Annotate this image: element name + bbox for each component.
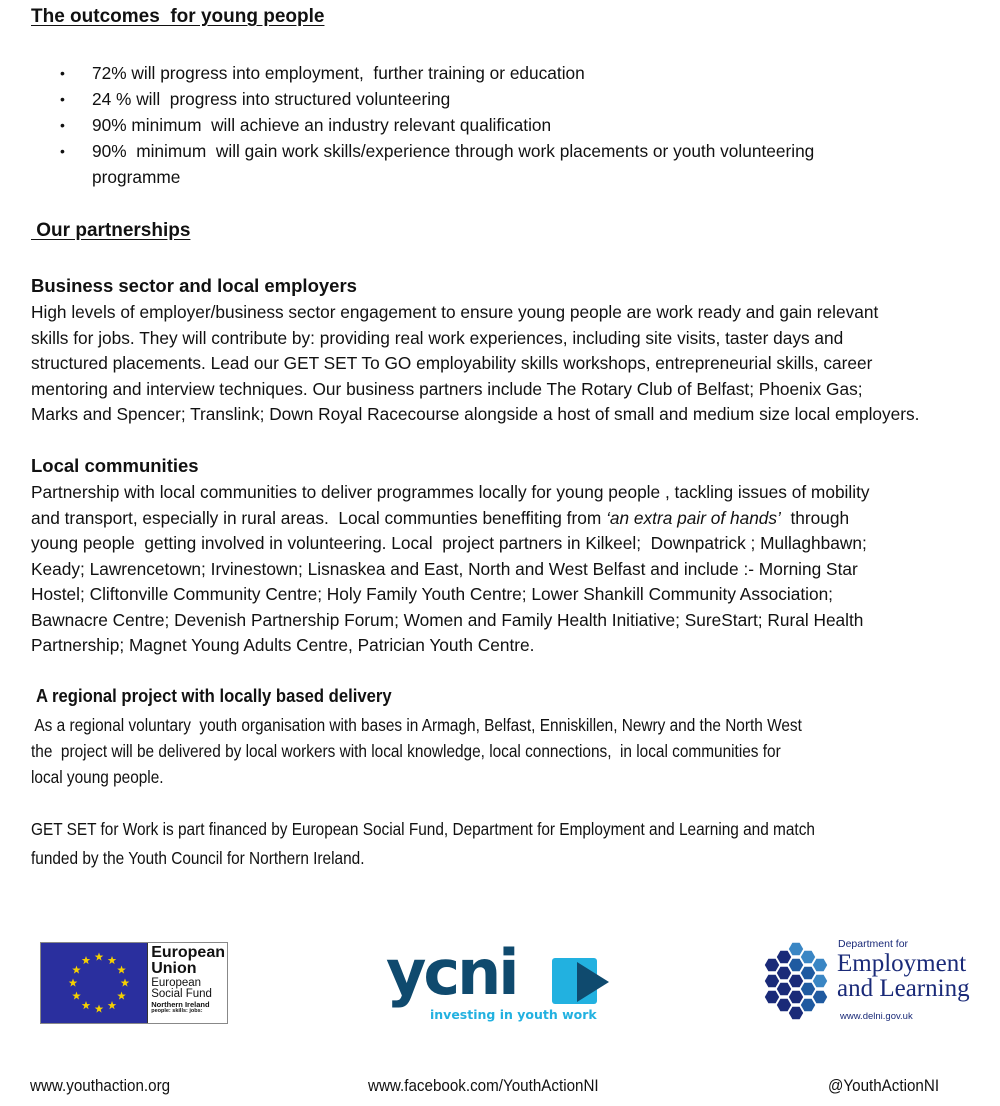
del-hex-cell-icon — [777, 967, 791, 979]
eu-star-icon — [72, 992, 81, 1000]
list-item: • 24 % will progress into structured volunteering — [60, 86, 814, 112]
del-hex-cell-icon — [813, 959, 827, 971]
del-logo: Department for Employment and Learning www.delni.gov.uk — [762, 935, 992, 1030]
quote-italic: ‘an extra pair of hands’ — [606, 507, 781, 528]
del-hex-cell-icon — [801, 999, 815, 1011]
business-paragraph: High levels of employer/business sector engagement to ensure young people are work ready and gain relevant skills for jobs. They will contribute by: providing real work experiences, including site visits, taster days and structured placements. Lead our GET SET To GO employability skills workshops, entrepreneurial skills, career mentoring and interview techniques. Our business partners include The Rotary Club of Belfast; Phoenix Gas; Marks and Spencer; Translink; Down Royal Racecourse alongside a host of small and medium size local employers. — [31, 302, 920, 424]
del-hex-cell-icon — [801, 983, 815, 995]
ycni-logo: ycni investing in youth work — [383, 940, 623, 1025]
del-hex-cell-icon — [789, 959, 803, 971]
outcomes-list — [60, 60, 814, 190]
bullet-icon: • — [60, 65, 65, 81]
list-item: • 90% minimum will gain work skills/experience through work placements or youth volunteering — [60, 138, 814, 164]
del-hex-cell-icon — [765, 991, 779, 1003]
list-item: • 72% will progress into employment, further training or education — [60, 60, 814, 86]
ycni-play-icon — [577, 962, 613, 1002]
partnerships-heading: Our partnerships — [31, 220, 191, 241]
facebook-link[interactable]: www.facebook.com/YouthActionNI — [368, 1077, 599, 1095]
outcomes-heading: The outcomes for young people — [31, 6, 325, 27]
regional-paragraph: As a regional voluntary youth organisation with bases in Armagh, Belfast, Enniskillen, Newry and the North West the project will be delivered by local workers with local knowledge, local connections, in local communities for local young people. — [31, 715, 802, 787]
eu-star-icon — [121, 979, 130, 987]
del-hex-cell-icon — [789, 991, 803, 1003]
communities-paragraph: Partnership with local communities to deliver programmes locally for young people , tackling issues of mobility and transport, especially in rural areas. Local communties beneffiting from ‘an extra pair of hands’ through young people getting involved in volunteering. Local project partners in Kilkeel; Downpatrick ; Mullaghbawn; Keady; Lawrencetown; Irvinestown; Lisnaskea and East, North and West Belfast and include :- Morning Star Hostel; Cliftonville Community Centre; Holy Family Youth Centre; Lower Shankill Community Association; Bawnacre Centre; Devenish Partnership Forum; Women and Family Health Initiative; SureStart; Rural Health Partnership; Magnet Young Adults Centre, Patrician Youth Centre. — [31, 482, 870, 655]
communities-heading: Local communities — [31, 455, 199, 476]
list-item: • 90% minimum will achieve an industry relevant qualification — [60, 112, 814, 138]
eu-star-icon — [95, 1005, 104, 1013]
website-link[interactable]: www.youthaction.org — [30, 1077, 171, 1095]
del-hex-cell-icon — [765, 959, 779, 971]
eu-star-icon — [108, 956, 117, 964]
eu-star-icon — [69, 979, 78, 987]
del-hex-cell-icon — [801, 967, 815, 979]
eu-star-icon — [72, 966, 81, 974]
regional-heading: A regional project with locally based delivery — [36, 685, 392, 706]
bullet-icon: • — [60, 117, 65, 133]
del-hex-cell-icon — [813, 975, 827, 987]
del-hex-cell-icon — [789, 975, 803, 987]
del-hex-cell-icon — [813, 991, 827, 1003]
eu-star-icon — [95, 953, 104, 961]
del-hex-cell-icon — [789, 1007, 803, 1019]
del-hex-cell-icon — [801, 951, 815, 963]
del-hexagon-icon — [762, 941, 832, 1021]
eu-stars-icon — [41, 943, 154, 1023]
del-hex-cell-icon — [777, 983, 791, 995]
del-hex-cell-icon — [789, 943, 803, 955]
eu-star-icon — [108, 1001, 117, 1009]
del-hex-cell-icon — [765, 975, 779, 987]
list-item-continuation: programme — [92, 167, 181, 187]
del-hex-cell-icon — [777, 951, 791, 963]
eu-star-icon — [117, 992, 126, 1000]
bullet-icon: • — [60, 91, 65, 107]
business-heading: Business sector and local employers — [31, 275, 357, 296]
eu-esf-logo — [40, 942, 228, 1024]
eu-flag-icon — [41, 943, 147, 1023]
eu-star-icon — [82, 1001, 91, 1009]
funding-paragraph: GET SET for Work is part financed by European Social Fund, Department for Employment and Learning and match funded by the Youth Council for Northern Ireland. — [31, 819, 815, 868]
eu-text-block: European Union European Social Fund Northern Ireland people: skills: jobs: — [147, 943, 227, 1023]
eu-star-icon — [117, 966, 126, 974]
eu-star-icon — [82, 956, 91, 964]
del-hex-cell-icon — [777, 999, 791, 1011]
twitter-handle-link[interactable]: @YouthActionNI — [828, 1077, 940, 1095]
bullet-icon: • — [60, 143, 65, 159]
